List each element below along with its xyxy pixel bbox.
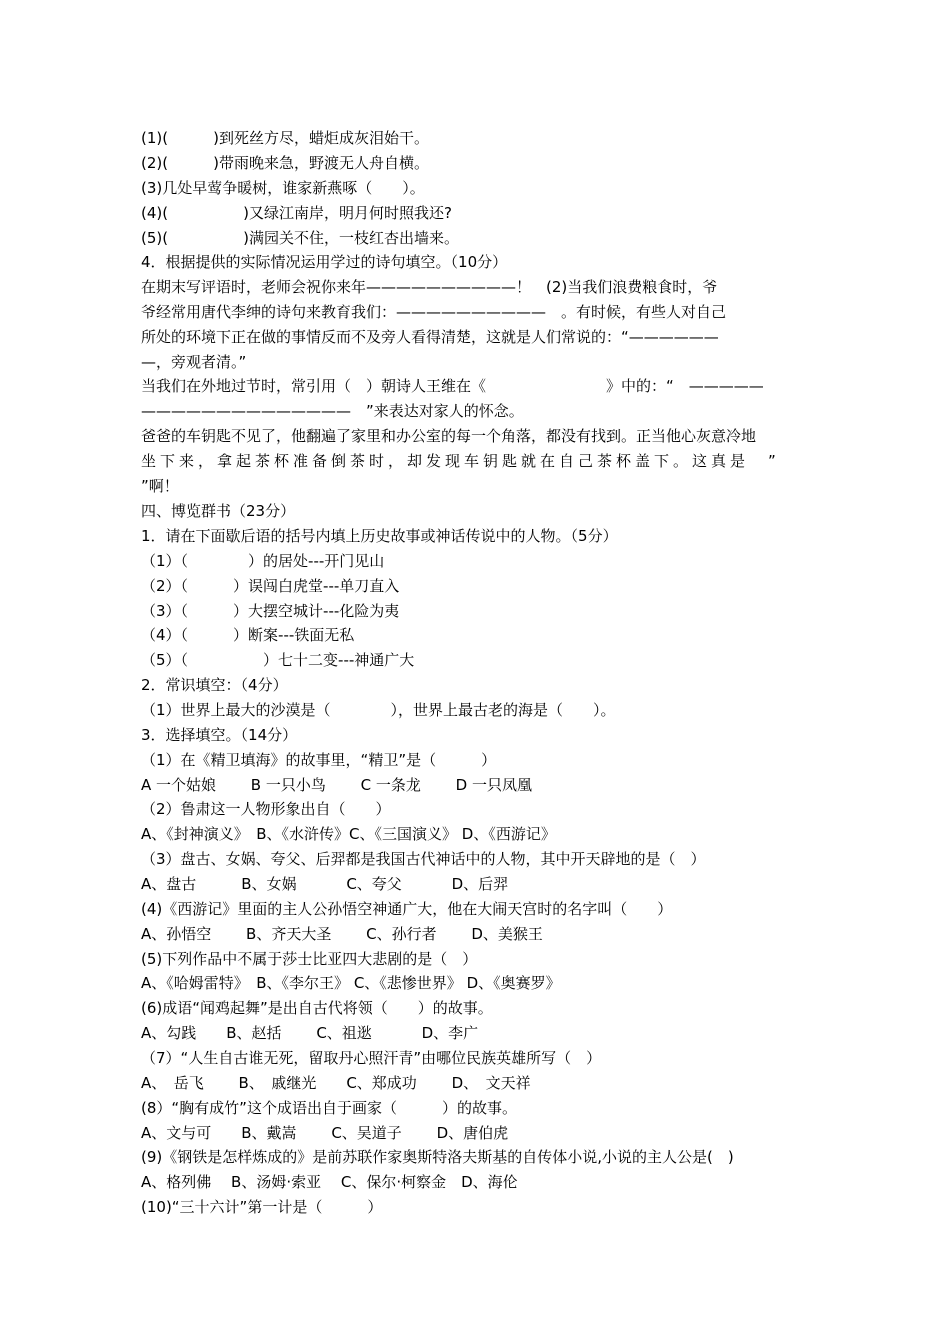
question-4-text-line: 在期末写评语时，老师会祝你来年——————————！ (2)当我们浪费粮食时，爷 [141, 278, 718, 296]
poem-blank-2: (2)( )带雨晚来急，野渡无人舟自横。 [141, 154, 429, 172]
choice-question: (4)《西游记》里面的主人公孙悟空神通广大，他在大闹天宫时的名字叫（ ） [141, 900, 673, 918]
poem-blank-4: (4)( )又绿江南岸，明月何时照我还? [141, 204, 452, 222]
choice-options: A、 岳飞 B、 戚继光 C、郑成功 D、 文天祥 [141, 1074, 531, 1092]
poem-blank-1: (1)( )到死丝方尽，蜡炬成灰泪始干。 [141, 129, 429, 147]
choice-options: A、《哈姆雷特》 B、《李尔王》 C、《悲惨世界》 D、《奥赛罗》 [141, 974, 561, 992]
question-4-text-line: 坐下来，拿起茶杯准备倒茶时，却发现车钥匙就在自己茶杯盖下。这真是 ” [141, 452, 780, 470]
question-4-text-line: 爸爸的车钥匙不见了，他翻遍了家里和办公室的每一个角落，都没有找到。正当他心灰意冷地 [141, 427, 757, 445]
choice-options: A、文与可 B、戴嵩 C、吴道子 D、唐伯虎 [141, 1124, 509, 1142]
question-1-heading: 1．请在下面歇后语的括号内填上历史故事或神话传说中的人物。（5分） [141, 527, 618, 545]
section-4-heading: 四、博览群书（23分） [141, 502, 296, 520]
choice-question: (5)下列作品中不属于莎士比亚四大悲剧的是（ ） [141, 950, 478, 968]
xiehouyu-item: （1）（ ）的居处---开门见山 [141, 552, 385, 570]
choice-question: （2）鲁肃这一人物形象出自（ ） [141, 800, 391, 818]
common-knowledge-item: （1）世界上最大的沙漠是（ ），世界上最古老的海是（ ）。 [141, 701, 616, 719]
question-4-text-line: 所处的环境下正在做的事情反而不及旁人看得清楚，这就是人们常说的：“—————— [141, 328, 719, 346]
choice-question: （1）在《精卫填海》的故事里，“精卫”是（ ） [141, 751, 497, 769]
question-4-text-line: 爷经常用唐代李绅的诗句来教育我们：—————————— 。有时候，有些人对自己 [141, 303, 727, 321]
xiehouyu-item: （2）（ ）误闯白虎堂---单刀直入 [141, 577, 400, 595]
xiehouyu-item: （3）（ ）大摆空城计---化险为夷 [141, 602, 400, 620]
poem-blank-5: (5)( )满园关不住，一枝红杏出墙来。 [141, 229, 459, 247]
choice-question: (6)成语“闻鸡起舞”是出自古代将领（ ）的故事。 [141, 999, 493, 1017]
choice-question: (9)《钢铁是怎样炼成的》是前苏联作家奥斯特洛夫斯基的自传体小说,小说的主人公是( ) [141, 1148, 734, 1166]
choice-options: A、盘古 B、女娲 C、夸父 D、后羿 [141, 875, 509, 893]
choice-question: (8）“胸有成竹”这个成语出自于画家（ ）的故事。 [141, 1099, 517, 1117]
xiehouyu-item: （4）（ ）断案---铁面无私 [141, 626, 355, 644]
xiehouyu-item: （5）（ ）七十二变---神通广大 [141, 651, 415, 669]
question-4-text-line: —，旁观者清。” [141, 353, 247, 371]
choice-question: （7）“人生自古谁无死，留取丹心照汗青”由哪位民族英雄所写（ ） [141, 1049, 602, 1067]
choice-options: A、勾践 B、赵括 C、祖逖 D、李广 [141, 1024, 479, 1042]
choice-options: A、格列佛 B、汤姆·索亚 C、保尔·柯察金 D、海伦 [141, 1173, 518, 1191]
poem-blank-3: (3)几处早莺争暖树，谁家新燕啄（ ）。 [141, 179, 425, 197]
question-4-text-line: ”啊！ [141, 477, 179, 495]
question-4-heading: 4．根据提供的实际情况运用学过的诗句填空。（10分） [141, 253, 508, 271]
question-4-text-line: —————————————— ”来表达对家人的怀念。 [141, 402, 524, 420]
choice-question: （3）盘古、女娲、夸父、后羿都是我国古代神话中的人物，其中开天辟地的是（ ） [141, 850, 706, 868]
choice-options: A 一个姑娘 B 一只小鸟 C 一条龙 D 一只凤凰 [141, 776, 532, 794]
choice-options: A、《封神演义》 B、《水浒传》C、《三国演义》 D、《西游记》 [141, 825, 556, 843]
question-2-heading: 2．常识填空：（4分） [141, 676, 288, 694]
choice-question: (10)“三十六计”第一计是（ ） [141, 1198, 383, 1216]
question-3-heading: 3．选择填空。（14分） [141, 726, 298, 744]
question-4-text-line: 当我们在外地过节时，常引用（ ）朝诗人王维在《 》中的：“ ————— [141, 377, 764, 395]
choice-options: A、孙悟空 B、齐天大圣 C、孙行者 D、美猴王 [141, 925, 543, 943]
